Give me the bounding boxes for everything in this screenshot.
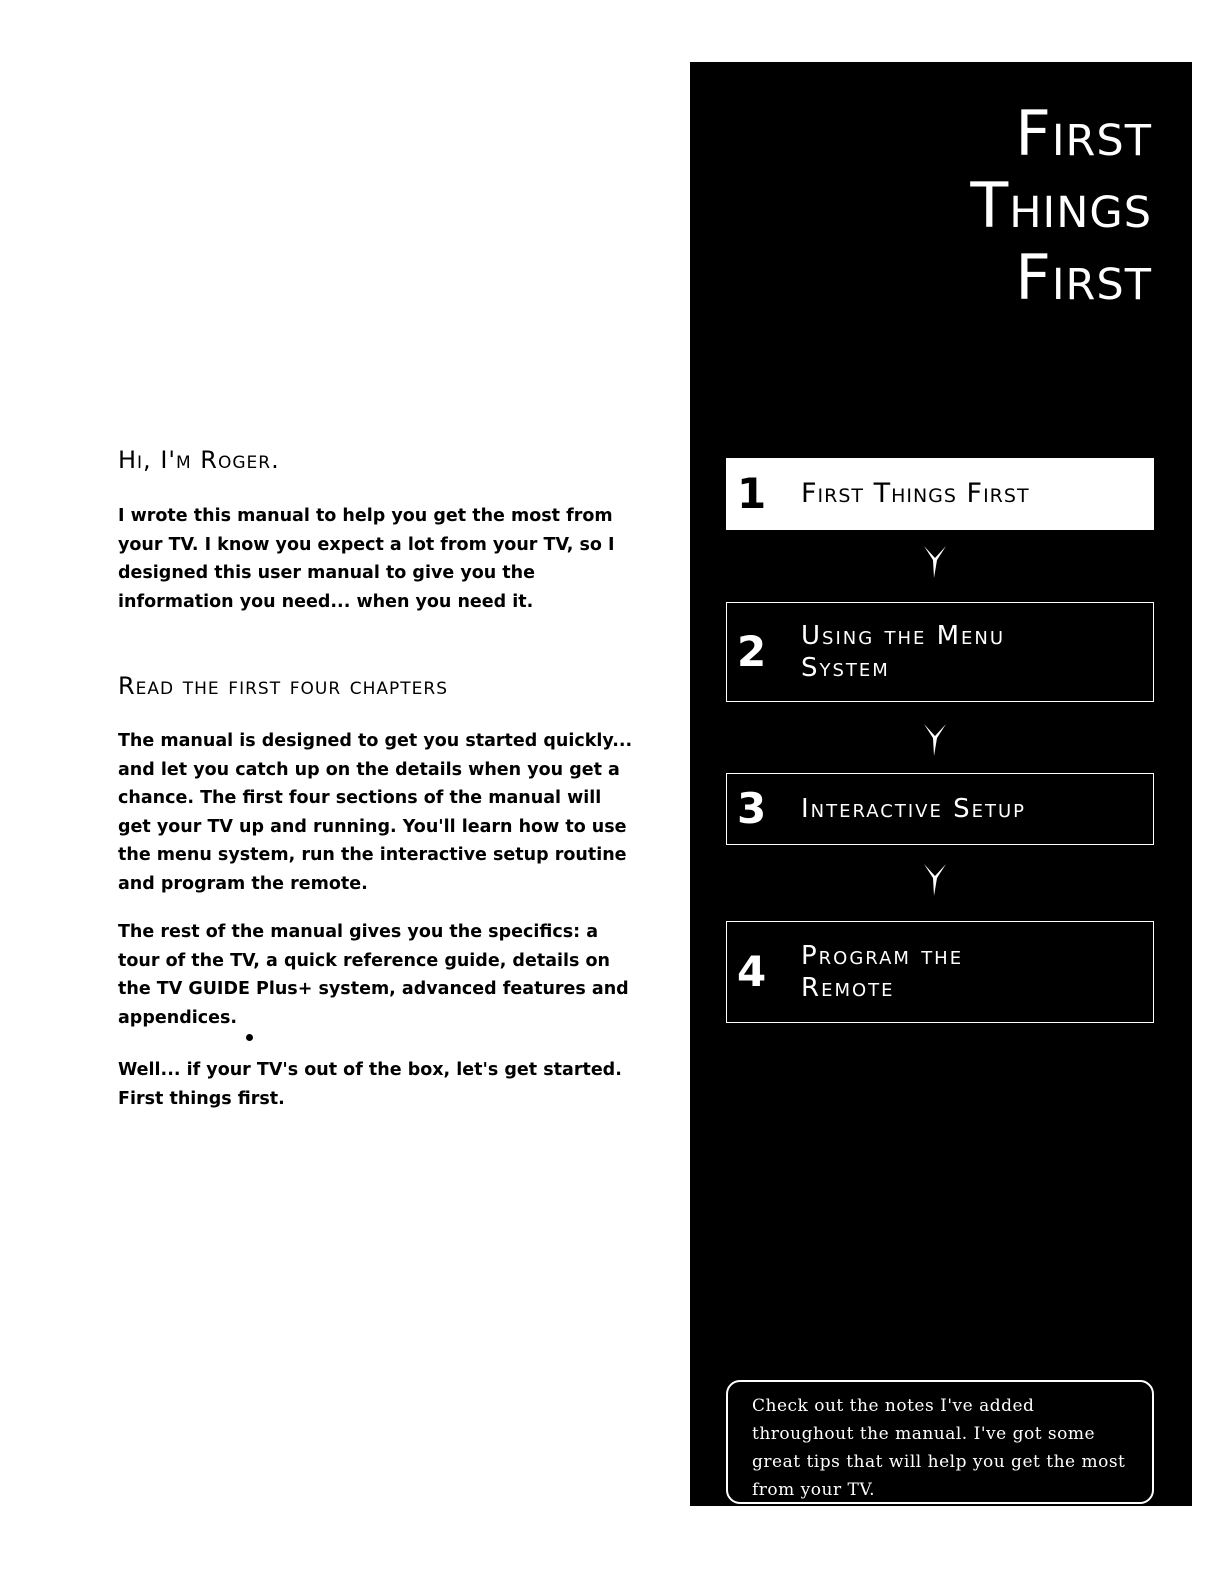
read-chapters-heading: Read the first four chapters bbox=[118, 672, 449, 700]
body-paragraph-1: The manual is designed to get you started quickly... and let you catch up on the details when you get a chance. The first four sections of the manual will get your TV up and running. You'll learn how to use the menu system, run the interactive setup routine and program the remote. bbox=[118, 731, 633, 894]
chapter-item-interactive-setup[interactable] bbox=[726, 773, 1154, 845]
chapter-number: 1 bbox=[737, 469, 767, 518]
down-arrow-icon bbox=[920, 862, 950, 898]
body-paragraph-3: Well... if your TV's out of the box, let's get started. First things first. bbox=[118, 1060, 622, 1109]
intro-paragraph: I wrote this manual to help you get the most from your TV. I know you expect a lot from your TV, so I designed this user manual to give you the information you need... when you need it. bbox=[118, 506, 615, 612]
chapter-sidebar bbox=[690, 62, 1192, 1506]
bullet-dot bbox=[246, 1034, 253, 1041]
sidebar-title bbox=[970, 98, 1152, 314]
chapter-title: Program the Remote bbox=[801, 941, 964, 1003]
chapter-number: 4 bbox=[737, 947, 767, 996]
chapter-item-program-the-remote[interactable] bbox=[726, 921, 1154, 1023]
chapter-item-first-things-first[interactable] bbox=[726, 458, 1154, 530]
greeting-heading: Hi, I'm Roger. bbox=[118, 446, 280, 474]
body-paragraph-2: The rest of the manual gives you the specifics: a tour of the TV, a quick reference guide, details on the TV GUIDE Plus+ system, advanced features and appendices. bbox=[118, 922, 629, 1028]
tip-note-text: Check out the notes I've added throughout the manual. I've got some great tips that will help you get the most from your TV. bbox=[752, 1396, 1126, 1500]
sidebar-title-line: First bbox=[1015, 241, 1152, 314]
tip-note-box bbox=[726, 1380, 1154, 1504]
chapter-item-using-the-menu-system[interactable] bbox=[726, 602, 1154, 702]
chapter-number: 2 bbox=[737, 627, 767, 676]
chapter-title: Using the Menu System bbox=[801, 621, 1006, 683]
sidebar-title-line: Things bbox=[970, 169, 1152, 242]
chapter-title: Interactive Setup bbox=[801, 794, 1026, 824]
down-arrow-icon bbox=[920, 722, 950, 758]
sidebar-title-line: First bbox=[1015, 97, 1152, 170]
chapter-title: First Things First bbox=[801, 478, 1030, 509]
down-arrow-icon bbox=[920, 544, 950, 580]
chapter-number: 3 bbox=[737, 784, 767, 833]
